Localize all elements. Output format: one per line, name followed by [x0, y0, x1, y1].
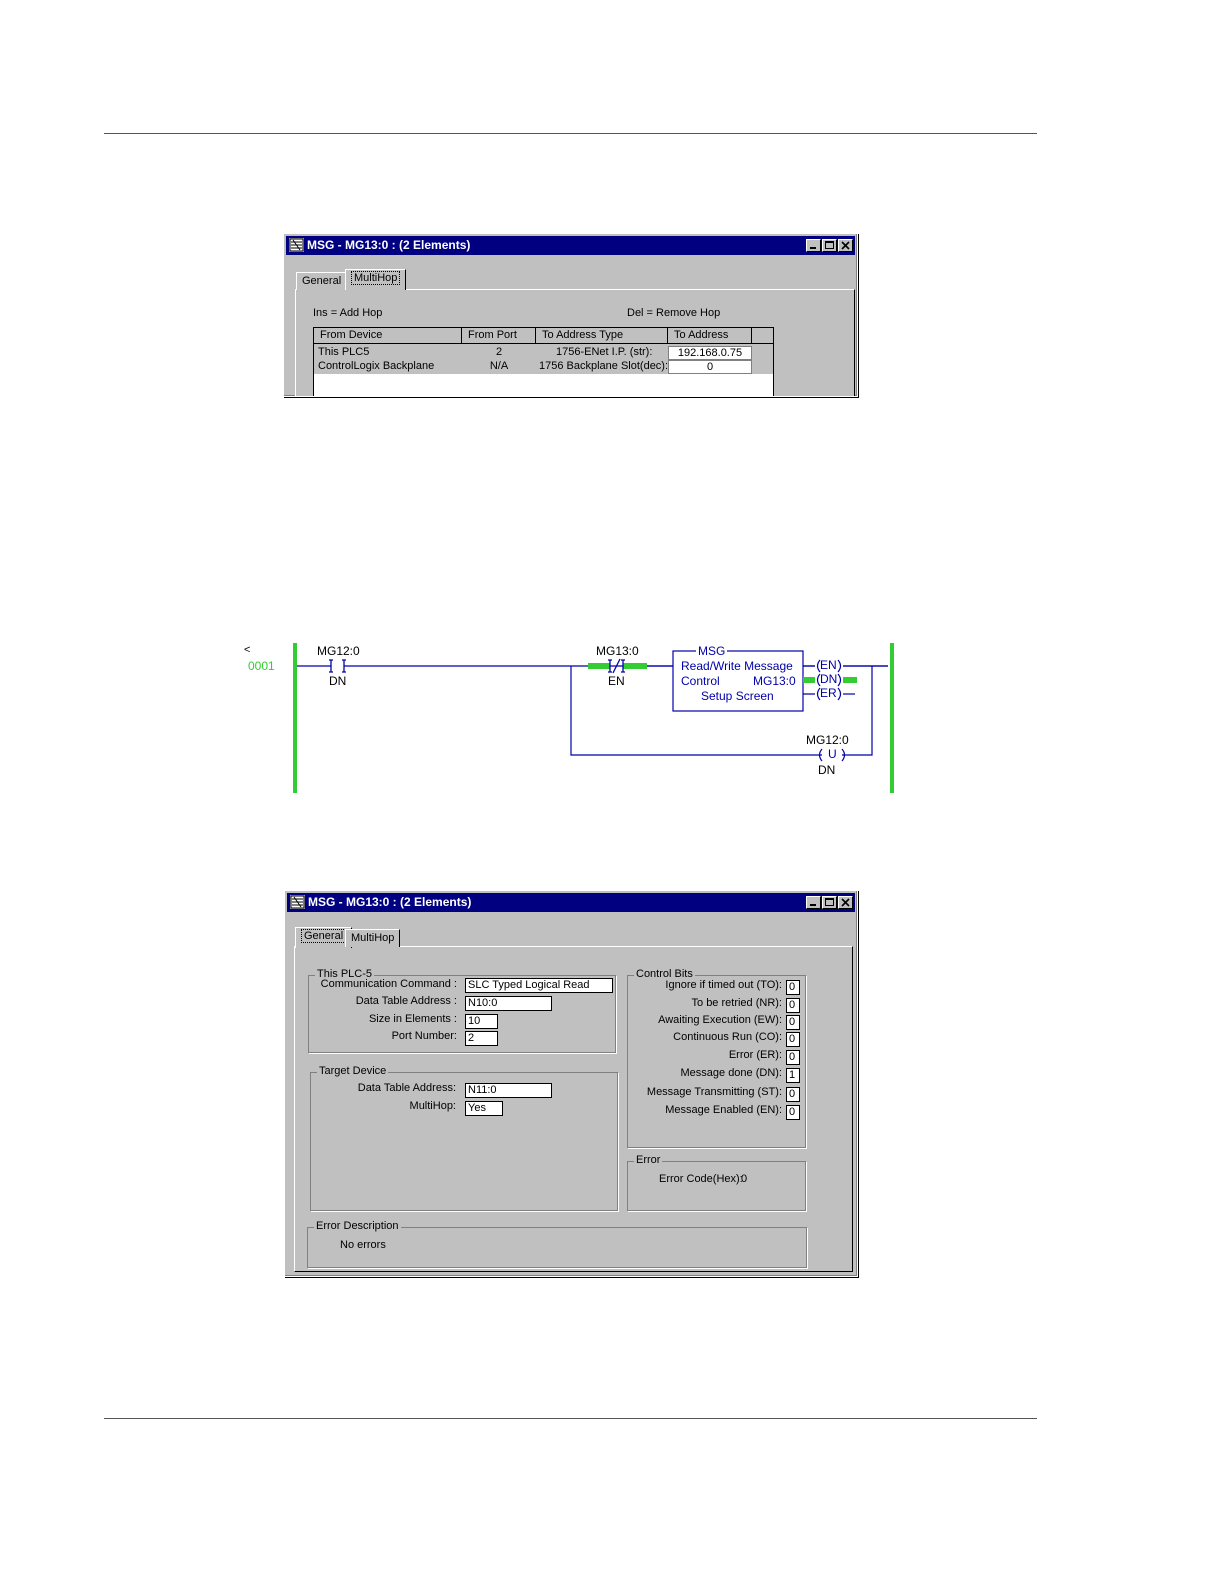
ladder-rung: [230, 630, 930, 800]
unlatch-address[interactable]: MG12:0: [806, 733, 849, 747]
control-bits-group: Control Bits: [627, 975, 806, 1148]
tab-general[interactable]: General: [296, 272, 347, 290]
close-icon: [839, 897, 852, 908]
control-bit-label: Ignore if timed out (TO):: [665, 979, 782, 991]
control-bit-field[interactable]: 0: [786, 1087, 800, 1102]
control-bit-label: Message Enabled (EN):: [665, 1104, 782, 1116]
cell-from-device: ControlLogix Backplane: [318, 360, 435, 372]
maximize-button[interactable]: [822, 896, 837, 909]
hop-table[interactable]: [313, 327, 774, 396]
size-elements-label: Size in Elements :: [368, 1013, 457, 1025]
control-bit-field[interactable]: 0: [786, 1050, 800, 1065]
msg-dialog-general: [284, 890, 858, 1277]
contact-xic: [329, 660, 346, 672]
comm-command-label: Communication Command :: [320, 978, 457, 990]
data-table-address-label: Data Table Address :: [355, 995, 457, 1007]
del-hint: Del = Remove Hop: [627, 307, 721, 319]
control-bit-field[interactable]: 0: [786, 980, 800, 995]
control-bit-label: To be retried (NR):: [691, 997, 782, 1009]
cell-from-port: 2: [495, 346, 503, 358]
port-number-label: Port Number:: [391, 1030, 457, 1042]
cell-to-address-type: 1756-ENet I.P. (str):: [556, 346, 653, 358]
contact2-bit[interactable]: EN: [608, 674, 625, 688]
unlatch-bit[interactable]: DN: [818, 763, 836, 777]
rung-marker: <: [244, 644, 251, 656]
msg-block-control-value[interactable]: MG13:0: [753, 674, 796, 688]
msg-block-header: MSG: [698, 644, 726, 658]
minimize-button[interactable]: [806, 239, 821, 252]
control-bit-field[interactable]: 0: [786, 1032, 800, 1047]
coil-er-label[interactable]: ER: [820, 686, 837, 700]
window-title: MSG - MG13:0 : (2 Elements): [307, 238, 471, 252]
title-bar[interactable]: [286, 236, 855, 255]
col-header-blank: [752, 328, 774, 344]
ins-hint: Ins = Add Hop: [313, 307, 383, 319]
close-button[interactable]: [838, 239, 853, 252]
app-icon: [290, 895, 305, 909]
multihop-field[interactable]: Yes: [465, 1101, 503, 1116]
right-power-rail: [890, 643, 894, 793]
control-bit-label: Message Transmitting (ST):: [646, 1086, 782, 1098]
contact2-address[interactable]: MG13:0: [596, 644, 639, 658]
rung-number: 0001: [248, 659, 275, 673]
data-table-address-field[interactable]: N10:0: [465, 996, 552, 1011]
col-header-to-address-type[interactable]: To Address Type: [536, 328, 668, 344]
cell-to-address-type: 1756 Backplane Slot(dec):: [539, 360, 669, 372]
window-title: MSG - MG13:0 : (2 Elements): [308, 895, 472, 909]
col-header-from-port[interactable]: From Port: [462, 328, 536, 344]
cell-from-port: N/A: [489, 360, 509, 372]
error-description-group: Error Description: [307, 1227, 807, 1268]
table-empty-area: [314, 374, 773, 396]
control-bit-label: Message done (DN):: [680, 1067, 782, 1079]
comm-command-field[interactable]: SLC Typed Logical Read: [465, 978, 613, 993]
minimize-button[interactable]: [806, 896, 821, 909]
control-bit-label: Awaiting Execution (EW):: [658, 1014, 782, 1026]
error-group: Error: [627, 1161, 806, 1211]
tab-multihop[interactable]: MultiHop: [345, 269, 406, 290]
multihop-label: MultiHop:: [409, 1100, 456, 1112]
error-code-value: 0: [741, 1173, 748, 1185]
target-dta-label: Data Table Address:: [357, 1082, 456, 1094]
tab-multihop[interactable]: MultiHop: [345, 929, 400, 947]
msg-block-setup[interactable]: Setup Screen: [701, 689, 774, 703]
close-button[interactable]: [838, 896, 853, 909]
error-description-text: No errors: [340, 1239, 386, 1251]
bottom-rule: [104, 1418, 1037, 1419]
tab-general[interactable]: General: [295, 927, 352, 948]
error-code-label: Error Code(Hex):: [659, 1173, 743, 1185]
control-bit-label: Error (ER):: [728, 1049, 782, 1061]
col-header-from-device[interactable]: From Device: [314, 328, 462, 344]
this-plc-group: This PLC-5: [308, 975, 616, 1053]
msg-dialog-multihop: [283, 233, 858, 397]
coil-dn-label[interactable]: DN: [820, 672, 838, 686]
msg-block-line1[interactable]: Read/Write Message: [681, 659, 793, 673]
control-bit-field[interactable]: 0: [786, 1015, 800, 1030]
contact1-address[interactable]: MG12:0: [317, 644, 360, 658]
cell-to-address[interactable]: 0: [668, 360, 752, 374]
control-bit-label: Continuous Run (CO):: [673, 1031, 782, 1043]
contact1-bit[interactable]: DN: [329, 674, 347, 688]
control-bit-field[interactable]: 0: [786, 1105, 800, 1120]
top-rule: [104, 133, 1037, 134]
target-dta-field[interactable]: N11:0: [465, 1083, 552, 1098]
cell-to-address[interactable]: 192.168.0.75: [668, 346, 752, 360]
title-bar[interactable]: [287, 893, 855, 912]
cell-from-device: This PLC5: [318, 346, 370, 358]
col-header-to-address[interactable]: To Address: [668, 328, 752, 344]
app-icon: [289, 238, 304, 252]
close-icon: [839, 240, 852, 251]
msg-block-control-label: Control: [681, 674, 720, 688]
control-bit-field[interactable]: 1: [786, 1068, 800, 1083]
coil-en-label[interactable]: EN: [820, 658, 837, 672]
left-power-rail: [293, 643, 297, 793]
unlatch-symbol: U: [828, 747, 837, 761]
target-device-group: Target Device: [310, 1072, 618, 1211]
control-bit-field[interactable]: 0: [786, 998, 800, 1013]
maximize-button[interactable]: [822, 239, 837, 252]
size-elements-field[interactable]: 10: [465, 1014, 498, 1029]
port-number-field[interactable]: 2: [465, 1031, 498, 1046]
